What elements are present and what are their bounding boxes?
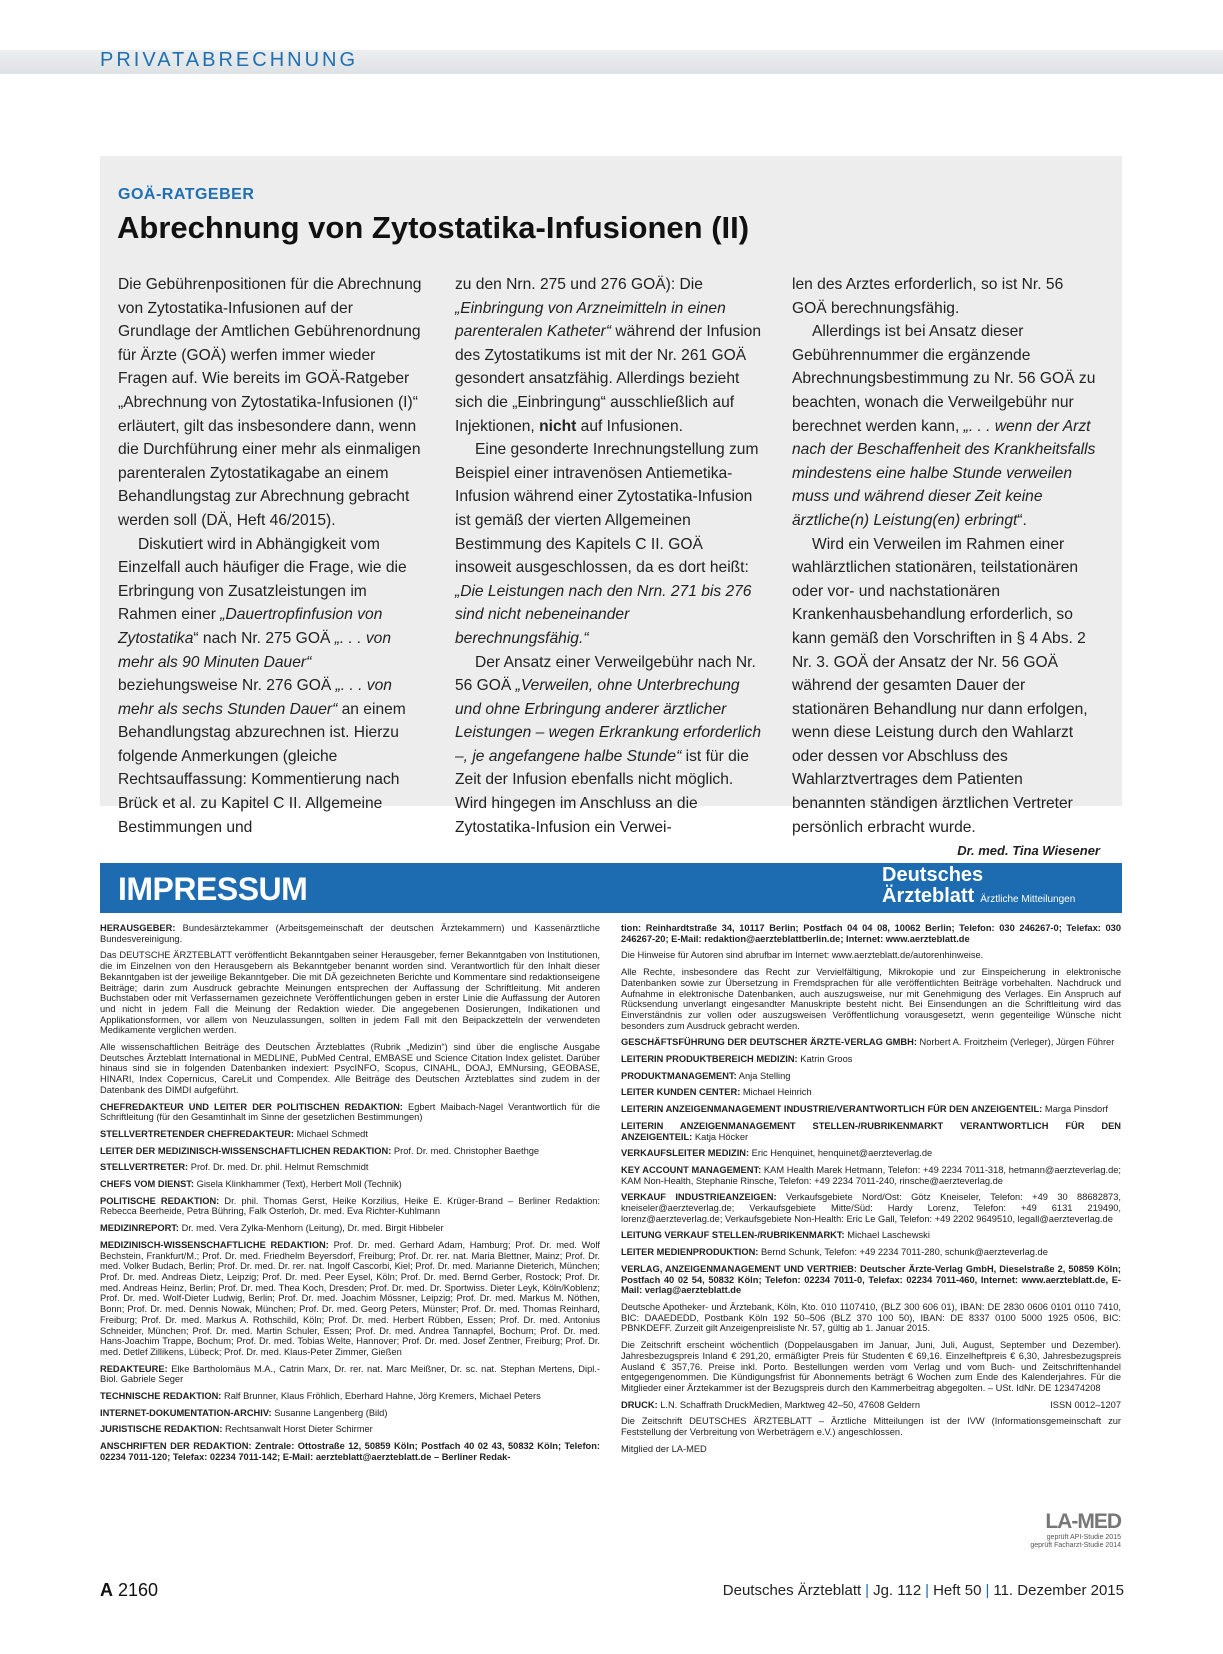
impressum-entry: Alle wissenschaftlichen Beiträge des Deutschen Ärzteblattes (Rubrik „Medizin“) sind über die englische Ausgabe Deutsches Ärzteblatt International in MEDLINE, PubMed Central, EMBASE und Science Citation Index gelistet. Darüber hinaus sind sie in folgenden Datenbanken indexiert: PsycINFO, Scopus, CINAHL, DOAJ, EMNursing, GEOBASE, HINARI, Index Copernicus, CareLit und Compendex. Alle Beiträge des Deutschen Ärzteblattes sind zudem in der Datenbank des DIMDI aufgeführt. (100, 1042, 600, 1095)
impressum-entry: GESCHÄFTSFÜHRUNG DER DEUTSCHER ÄRZTE-VERLAG GMBH: Norbert A. Froitzheim (Verleger), Jürgen Führer (621, 1037, 1115, 1048)
paragraph: Der Ansatz einer Verweilgebühr nach Nr. 56 GOÄ „Verweilen, ohne Unterbrechung und ohne Erbringung anderer ärztlicher Leistungen – wegen Erkrankung erforderlich –, je angefangene halbe Stunde“ ist für die Zeit der Infusion ebenfalls nicht möglich. Wird hingegen im Anschluss an die Zytostatika-Infusion ein Verwei- (455, 653, 761, 836)
article-author: Dr. med. Tina Wiesener (957, 843, 1100, 859)
impressum-entry: KEY ACCOUNT MANAGEMENT: KAM Health Marek Hetmann, Telefon: +49 2234 7011-318, hetmann@aerzteverlag.de; KAM Non-Health, Stephanie Rinsche, Telefon: +49 2234 7011-240, rinsche@aerzteverlag.de (621, 1164, 1121, 1186)
impressum-entry: REDAKTEURE: Elke Bartholomäus M.A., Catrin Marx, Dr. rer. nat. Marc Meißner, Dr. sc. nat. Stephan Mertens, Dipl.-Biol. Gabriele Seger (100, 1363, 600, 1385)
la-med-logo: LA-MED (1045, 1510, 1121, 1533)
impressum-entry: MEDIZINISCH-WISSENSCHAFTLICHE REDAKTION: Prof. Dr. med. Gerhard Adam, Hamburg; Prof. Dr. med. Wolf Bechstein, Frankfurt/M.; Prof. Dr. med. Friedhelm Beyersdorf, Freiburg; Prof. Dr. rer. nat. Maria Blettner, Mainz; Prof. Dr. med. Volker Budach, Berlin; Prof. Dr. med. Dr. rer. nat. Ingolf Cascorbi, Kiel; Prof. Dr. med. Marianne Dieterich, München; Prof. Dr. med. Andreas Dietz, Leipzig; Prof. Dr. med. Peer Eysel, Köln; Prof. Dr. med. Bernd Gerber, Rostock; Prof. Dr. med. Andreas Heinz, Berlin; Prof. Dr. med. Thea Koch, Dresden; Prof. Dr. med. Dr. Sportwiss. Dieter Leyk, Köln/Koblenz; Prof. Dr. med. Wolf-Dieter Ludwig, Berlin; Prof. Dr. med. Joachim Mössner, Leipzig; Prof. Dr. med. Markus M. Nöthen, Bonn; Prof. Dr. med. Dennis Nowak, München; Prof. Dr. med. Georg Peters, Münster; Prof. Dr. med. Thomas Reinhard, Freiburg; Prof. Dr. med. Markus A. Rothschild, Köln; Prof. Dr. med. Herbert Rübben, Essen; Prof. Dr. med. Antonius Schneider, München; Prof. Dr. med. Martin Schuler, Essen; Prof. Dr. med. Andrea Tannapfel, Bochum; Prof. Dr. med. Hans-Joachim Trappe, Bochum; Prof. Dr. med. Tobias Welte, Hannover; Prof. Dr. med. Josef Zentner, Freiburg; Prof. Dr. med. Detlef Zillikens, Lübeck; Prof. Dr. med. Klaus-Peter Zimmer, Gießen (100, 1239, 600, 1357)
author-line (792, 839, 1100, 863)
journal-footer: Deutsches Ärzteblatt | Jg. 112 | Heft 50 | 11. Dezember 2015 (722, 1582, 1124, 1599)
impressum-entry: HERAUSGEBER: Bundesärztekammer (Arbeitsgemeinschaft der deutschen Ärztekammern) und Kassenärztliche Bundesvereinigung. (100, 923, 600, 944)
paragraph: len des Arztes erforderlich, so ist Nr. 56 GOÄ berechnungsfähig. (792, 276, 1064, 317)
impressum-entry: CHEFS VOM DIENST: Gisela Klinkhammer (Text), Herbert Moll (Technik) (100, 1179, 402, 1190)
article-headline: Abrechnung von Zytostatika-Infusionen (II) (117, 210, 750, 245)
section-title: PRIVATABRECHNUNG (100, 49, 359, 71)
impressum-entry: Die Zeitschrift DEUTSCHES ÄRZTEBLATT – Ärztliche Mitteilungen ist der IVW (Informationsgemeinschaft zur Feststellung der Verbreitung von Werbeträgern e.V.) angeschlossen. (621, 1416, 1121, 1438)
paragraph: Allerdings ist bei Ansatz dieser Gebührennummer die ergänzende Abrechnungsbestimmung zu Nr. 56 GOÄ zu beachten, wonach die Verweilgebühr nur berechnet werden kann, „. . . wenn der Arzt nach der Beschaffenheit des Krankheitsfalls mindestens eine halbe Stunde verweilen muss und während dieser Zeit keine ärztliche(n) Leistung(en) erbringt“. (792, 323, 1096, 529)
la-med-badge: LA-MED geprüft API-Studie 2015 geprüft Facharzt-Studie 2014 (1021, 1510, 1121, 1550)
paragraph: Diskutiert wird in Abhängigkeit vom Einzelfall auch häufiger die Frage, wie die Erbringung von Zusatzleistungen im Rahmen einer „Dauertropfinfusion von Zytostatika“ nach Nr. 275 GOÄ „. . . von mehr als 90 Minuten Dauer“ beziehungsweise Nr. 276 GOÄ „. . . von mehr als sechs Stunden Dauer“ an einem Behandlungstag abzurechnen ist. Hierzu folgende Anmerkungen (gleiche Rechtsauffassung: Kommentierung nach Brück et al. zu Kapitel C II. Allgemeine Bestimmungen und (118, 535, 407, 836)
impressum-title: IMPRESSUM (118, 871, 308, 907)
impressum-entry: VERKAUFSLEITER MEDIZIN: Eric Henquinet, henquinet@aerzteverlag.de (621, 1148, 933, 1159)
impressum-entry: Mitglied der LA-MED (621, 1443, 707, 1454)
impressum-entry: CHEFREDAKTEUR UND LEITER DER POLITISCHEN REDAKTION: Egbert Maibach-Nagel Verantwortlich für die Schriftleitung (für den Gesamtinhalt im Sinne der gesetzlichen Bestimmungen) (100, 1101, 600, 1123)
impressum-entry: Die Zeitschrift erscheint wöchentlich (Doppelausgaben im Januar, Juni, Juli, August, September und Dezember). Jahresbezugspreis Inland € 291,20, ermäßigter Preis für Studenten € 69,16. Einzelheftpreis € 6,30, Jahresbezugspreis Ausland € 357,76. Preise inkl. Porto. Bestellungen werden vom Verlag und vom Buch- und Zeitschriftenhandel entgegengenommen. Die Kündigungsfrist für Abonnements beträgt 6 Wochen zum Ende des Kalenderjahres. Für die Mitglieder einer Ärztekammer ist der Bezugspreis durch den Kammerbeitrag abgegolten. – USt. IdNr. DE 123474208 (621, 1340, 1121, 1393)
article-box (100, 156, 1122, 859)
impressum-entry: DRUCK: L.N. Schaffrath DruckMedien, Marktweg 42–50, 47608 Geldern ISSN 0012–1207 (621, 1399, 1121, 1410)
deutsches-aerzteblatt-logo: Deutsches Ärzteblatt Ärztliche Mitteilungen (882, 864, 1076, 907)
paragraph: zu den Nrn. 275 und 276 GOÄ): Die „Einbringung von Arzneimitteln in einen parenteralen Katheter“ während der Infusion des Zytostatikums ist mit der Nr. 261 GOÄ gesondert ansatzfähig. Allerdings bezieht sich die „Einbringung“ ausschließlich auf Injektionen, nicht auf Infusionen. (455, 276, 762, 435)
impressum-entry: JURISTISCHE REDAKTION: Rechtsanwalt Horst Dieter Schirmer (100, 1424, 373, 1435)
impressum-entry: Alle Rechte, insbesondere das Recht zur Vervielfältigung, Mikrokopie und zur Einspeicherung in elektronische Datenbanken sowie zur Übersetzung in Fremdsprachen für alle veröffentlichten Beiträge vorbehalten. Nachdruck und Aufnahme in elektronische Datenbanken, auch auszugsweise, nur mit Genehmigung des Verlages. Ein Anspruch auf Rücksendung unverlangt eingesandter Manuskripte besteht nicht. Bei Einsendungen an die Schriftleitung wird das Einverständnis zur vollen oder auszugsweisen Veröffentlichung vorausgesetzt, wenn gegenteilige Wünsche nicht besonders zum Ausdruck gebracht werden. (621, 967, 1121, 1031)
impressum-entry: POLITISCHE REDAKTION: Dr. phil. Thomas Gerst, Heike Korzilius, Heike E. Krüger-Brand – Berliner Redaktion: Rebecca Beerheide, Petra Bühring, Falk Osterloh, Dr. med. Eva Richter-Kuhlmann (100, 1195, 600, 1217)
impressum-entry: tion: Reinhardtstraße 34, 10117 Berlin; Postfach 04 04 08, 10062 Berlin; Telefon: 030 246267-0; Telefax: 030 246267-20; E-Mail: redaktion@aerzteblattberlin.de; Internet: www.aerzteblatt.de (621, 923, 1121, 944)
impressum-entry: LEITERIN ANZEIGENMANAGEMENT STELLEN-/RUBRIKENMARKT VERANTWORTLICH FÜR DEN ANZEIGENTEIL: Katja Höcker (621, 1120, 1121, 1142)
page-number: A 2160 (100, 1580, 159, 1600)
impressum-entry: VERLAG, ANZEIGENMANAGEMENT UND VERTRIEB: Deutscher Ärzte-Verlag GmbH, Dieselstraße 2, 50859 Köln; Postfach 40 02 54, 50832 Köln; Telefon: 02234 7011-0, Telefax: 02234 7011-460, Internet: www.aerzteblatt.de, E-Mail: verlag@aerzteblatt.de (621, 1263, 1121, 1296)
impressum-entry: STELLVERTRETER: Prof. Dr. med. Dr. phil. Helmut Remschmidt (100, 1162, 369, 1173)
impressum-right-column (621, 923, 1121, 1460)
impressum-entry: LEITERIN PRODUKTBEREICH MEDIZIN: Katrin Groos (621, 1054, 853, 1065)
paragraph: Eine gesonderte Inrechnungstellung zum Beispiel einer intravenösen Antiemetika-Infusion während einer Zytostatika-Infusion ist gemäß der vierten Allgemeinen Bestimmung des Kapitels C II. GOÄ insoweit ausgeschlossen, da es dort heißt: „Die Leistungen nach den Nrn. 271 bis 276 sind nicht nebeneinander berechnungsfähig.“ (455, 441, 759, 647)
impressum-entry: ANSCHRIFTEN DER REDAKTION: Zentrale: Ottostraße 12, 50859 Köln; Postfach 40 02 43, 50832 Köln; Telefon: 02234 7011-120; Telefax: 02234 7011-142; E-Mail: aerzteblatt@aerzteblatt.de – Berliner Redak- (100, 1441, 600, 1462)
article-column-2 (455, 273, 763, 839)
impressum-entry: MEDIZINREPORT: Dr. med. Vera Zylka-Menhorn (Leitung), Dr. med. Birgit Hibbeler (100, 1223, 444, 1234)
impressum-left-column (100, 923, 600, 1469)
impressum-entry: PRODUKTMANAGEMENT: Anja Stelling (621, 1070, 791, 1081)
article-column-1 (118, 273, 426, 839)
article-column-3 (792, 273, 1100, 863)
impressum-entry: Deutsche Apotheker- und Ärztebank, Köln, Kto. 010 1107410, (BLZ 300 606 01), IBAN: DE 2830 0606 0101 0110 7410, BIC: DAAEDEDD, Postbank Köln 192 50–506 (BLZ 370 100 50), IBAN: DE 8337 0100 5000 1925 0506, BIC: PBNKDEFF. Zurzeit gilt Anzeigenpreisliste Nr. 57, gültig ab 1. Januar 2015. (621, 1301, 1121, 1334)
article-kicker: GOÄ-RATGEBER (118, 186, 255, 203)
impressum-entry: TECHNISCHE REDAKTION: Ralf Brunner, Klaus Fröhlich, Eberhard Hahne, Jörg Kremers, Michael Peters (100, 1391, 541, 1402)
impressum-entry: LEITER DER MEDIZINISCH-WISSENSCHAFTLICHEN REDAKTION: Prof. Dr. med. Christopher Baethge (100, 1145, 540, 1156)
impressum-entry: STELLVERTRETENDER CHEFREDAKTEUR: Michael Schmedt (100, 1128, 368, 1139)
impressum-entry: LEITER MEDIENPRODUKTION: Bernd Schunk, Telefon: +49 2234 7011-280, schunk@aerzteverlag.de (621, 1247, 1048, 1258)
impressum-entry: Das DEUTSCHE ÄRZTEBLATT veröffentlicht Bekanntgaben seiner Herausgeber, ferner Bekanntgaben von Institutionen, die im Einzelnen von den Herausgebern als Bekanntgeber benannt worden sind. Verantwortlich für den Inhalt dieser Bekanntgaben ist der jeweilige Bekanntgeber. Die mit DÄ gezeichneten Berichte und Kommentare sind redaktionseigene Beiträge; darin zum Ausdruck gebrachte Meinungen entsprechen der Auffassung der Schriftleitung. Mit anderen Buchstaben oder mit Verfassernamen gezeichnete Veröffentlichungen geben in erster Linie die Auffassung der Autoren und nicht in jedem Fall die Meinung der Redaktion wieder. Die angegebenen Dosierungen, Indikationen und Applikationsformen, vor allem von Neuzulassungen, sollten in jedem Fall mit den Beipackzetteln der verwendeten Medikamente verglichen werden. (100, 950, 600, 1036)
paragraph: Wird ein Verweilen im Rahmen einer wahlärztlichen stationären, teilstationären oder vor- und nachstationären Krankenhausbehandlung erforderlich, so kann gemäß den Vorschriften in § 4 Abs. 2 Nr. 3. GOÄ der Ansatz der Nr. 56 GOÄ während der gesamten Dauer der stationären Behandlung nur dann erfolgen, wenn diese Leistung durch den Wahlarzt oder dessen vor Abschluss des Wahlarztvertrages dem Patienten benannten ständigen ärztlichen Vertreter persönlich erbracht wurde. (792, 535, 1088, 836)
impressum-entry: LEITER KUNDEN CENTER: Michael Heinrich (621, 1087, 812, 1098)
impressum-entry: INTERNET-DOKUMENTATION-ARCHIV: Susanne Langenberg (Bild) (100, 1407, 388, 1418)
impressum-entry: LEITUNG VERKAUF STELLEN-/RUBRIKENMARKT: Michael Laschewski (621, 1230, 930, 1241)
impressum-header (100, 863, 1122, 913)
paragraph: Die Gebührenpositionen für die Abrechnung von Zytostatika-Infusionen auf der Grundlage der Amtlichen Gebührenordnung für Ärzte (GOÄ) werfen immer wieder Fragen auf. Wie bereits im GOÄ-Ratgeber „Abrechnung von Zytostatika-Infusionen (I)“ erläutert, gilt das insbesondere dann, wenn die Durchführung einer mehr als einmaligen parenteralen Zytostatikagabe an einem Behandlungstag zur Abrechnung gebracht werden soll (DÄ, Heft 46/2015). (118, 276, 422, 529)
impressum-entry: Die Hinweise für Autoren sind abrufbar im Internet: www.aerzteblatt.de/autorenhinweise. (621, 950, 984, 961)
impressum-entry: VERKAUF INDUSTRIEANZEIGEN: Verkaufsgebiete Nord/Ost: Götz Kneiseler, Telefon: +49 30 88682873, kneiseler@aerzteverlag.de; Verkaufsgebiete Mitte/Süd: Hardy Lorenz, Telefon: +49 6131 219490, lorenz@aerzteverlag.de; Verkaufsgebiete Non-Health: Eric Le Gall, Telefon: +49 2202 9649510, legall@aerzteverlag.de (621, 1192, 1121, 1224)
impressum-entry: LEITERIN ANZEIGENMANAGEMENT INDUSTRIE/VERANTWORTLICH FÜR DEN ANZEIGENTEIL: Marga Pinsdorf (621, 1104, 1108, 1115)
